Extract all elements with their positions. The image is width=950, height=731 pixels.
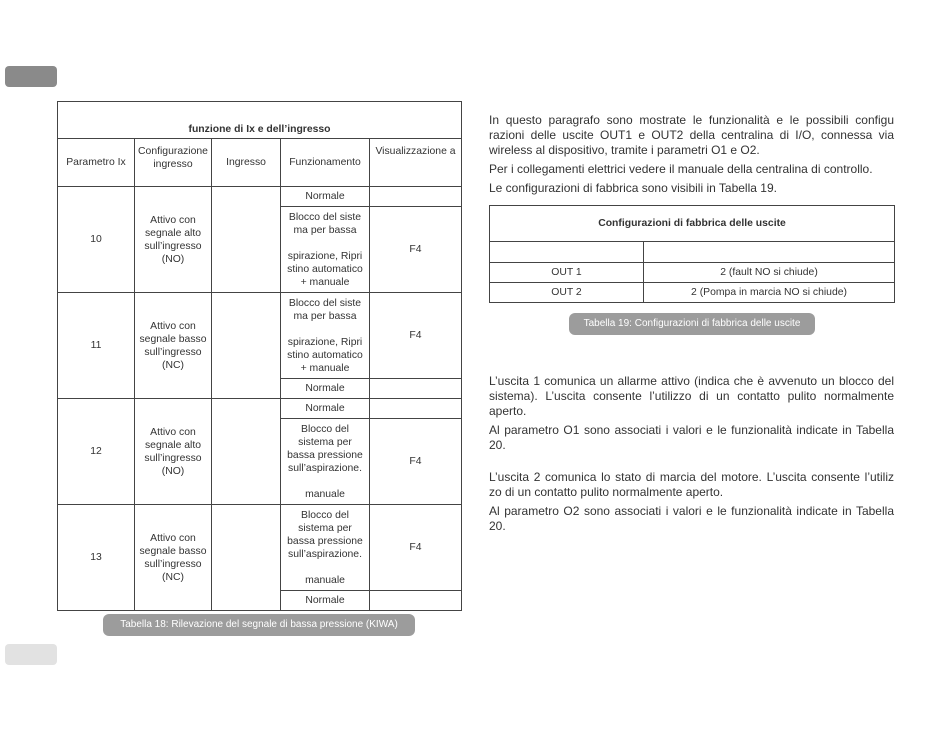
param-12: 12 [58, 399, 135, 505]
table-19-title: Configurazioni di fabbrica delle uscite [490, 206, 895, 242]
display-13-a: F4 [370, 505, 462, 591]
func-13-b: Normale [281, 591, 370, 611]
func-13-a-bottom: manuale [305, 574, 345, 586]
header-display: Visualizzazione a [370, 139, 462, 187]
func-12-b-top: Blocco del sistema per bassa pressione sull’aspirazione. [287, 423, 363, 474]
table-18-caption: Tabella 18: Rilevazione del segnale di bassa pressione (KIWA) [103, 614, 415, 636]
config-11: Attivo con segnale basso sull’ingresso (NC) [135, 293, 212, 399]
func-13-a [281, 505, 370, 591]
out1-paragraph-1: L’uscita 1 comunica un allarme attivo (indica che è avvenuto un blocco del sistema). L’uscita consente l’utilizzo di un contatto pulito normalmente aperto. [489, 374, 894, 418]
func-13-a-top: Blocco del sistema per bassa pressione sull’aspirazione. [287, 509, 363, 560]
func-11-a [281, 293, 370, 379]
display-13-b [370, 591, 462, 611]
func-10-b-top: Blocco del siste ma per bassa [288, 211, 362, 236]
display-11-b [370, 379, 462, 399]
out1-text [489, 374, 894, 457]
out1-paragraph-2: Al parametro O1 sono associati i valori e le funzionalità indicate in Tabella 20. [489, 423, 894, 452]
out-label: OUT 2 [490, 283, 644, 303]
input-12 [212, 399, 281, 505]
intro-paragraph-3: Le configurazioni di fabbrica sono visibili in Tabella 19. [489, 181, 777, 195]
table-18 [57, 101, 462, 611]
header-input: Ingresso [212, 139, 281, 187]
out2-paragraph-2: Al parametro O2 sono associati i valori e le funzionalità indicate in Tabella 20. [489, 504, 894, 533]
intro-text [489, 113, 894, 200]
func-11-b: Normale [281, 379, 370, 399]
input-10 [212, 187, 281, 293]
out-label: OUT 1 [490, 263, 644, 283]
page-tab-marker [5, 644, 57, 665]
param-13: 13 [58, 505, 135, 611]
param-10: 10 [58, 187, 135, 293]
param-11: 11 [58, 293, 135, 399]
table-row [490, 263, 895, 283]
out2-text [489, 470, 894, 538]
table-18-title: funzione di Ix e dell’ingresso [58, 102, 462, 139]
func-12-b-bottom: manuale [305, 488, 345, 500]
func-12-b [281, 419, 370, 505]
intro-paragraph-1: In questo paragrafo sono mostrate le funzionalità e le possibili configu razioni delle uscite OUT1 e OUT2 della centralina di I/O, connessa via wireless al dispositivo, tramite i parametri O1 e O2. [489, 113, 894, 157]
intro-paragraph-2: Per i collegamenti elettrici vedere il manuale della centralina di controllo. [489, 162, 873, 176]
func-11-a-top: Blocco del siste ma per bassa [288, 297, 362, 322]
input-13 [212, 505, 281, 611]
section-tab-marker [5, 66, 57, 87]
out-value: 2 (fault NO si chiude) [644, 263, 895, 283]
table-19-header-left [490, 242, 644, 263]
func-10-b-bottom: spirazione, Ripri stino automatico + manuale [287, 250, 363, 288]
func-11-a-bottom: spirazione, Ripri stino automatico + manuale [287, 336, 363, 374]
table-19-header-right [644, 242, 895, 263]
display-10-b: F4 [370, 207, 462, 293]
func-10-a: Normale [281, 187, 370, 207]
display-10-a [370, 187, 462, 207]
header-function: Funzionamento [281, 139, 370, 187]
config-10: Attivo con segnale alto sull’ingresso (NO) [135, 187, 212, 293]
display-12-b: F4 [370, 419, 462, 505]
table-19-caption: Tabella 19: Configurazioni di fabbrica delle uscite [569, 313, 815, 335]
out2-paragraph-1: L’uscita 2 comunica lo stato di marcia del motore. L’uscita consente l’utiliz zo di un contatto pulito normalmente aperto. [489, 470, 894, 499]
func-12-a: Normale [281, 399, 370, 419]
func-10-b [281, 207, 370, 293]
config-12: Attivo con segnale alto sull’ingresso (NO) [135, 399, 212, 505]
table-row [490, 283, 895, 303]
display-12-a [370, 399, 462, 419]
config-13: Attivo con segnale basso sull’ingresso (NC) [135, 505, 212, 611]
input-11 [212, 293, 281, 399]
table-19 [489, 205, 895, 303]
header-param: Parametro Ix [58, 139, 135, 187]
header-config: Configurazione ingresso [135, 139, 212, 187]
display-11-a: F4 [370, 293, 462, 379]
out-value: 2 (Pompa in marcia NO si chiude) [644, 283, 895, 303]
